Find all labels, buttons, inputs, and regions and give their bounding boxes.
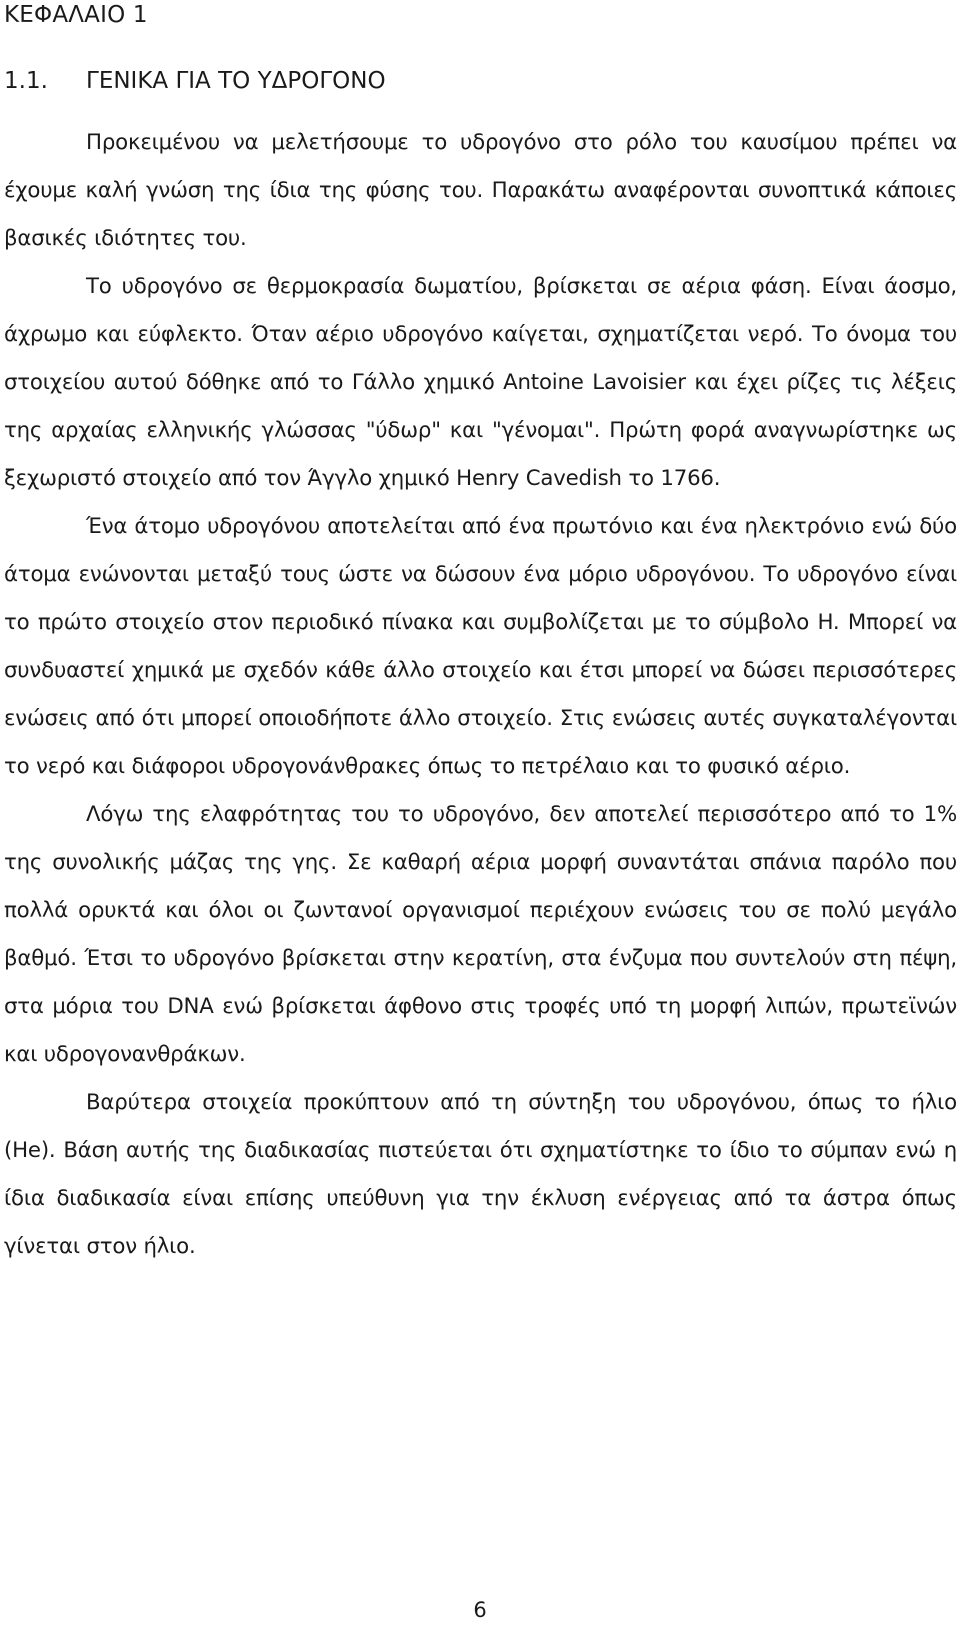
- section-number: 1.1.: [4, 68, 48, 94]
- paragraph: Το υδρογόνο σε θερμοκρασία δωματίου, βρίσκεται σε αέρια φάση. Είναι άοσμο, άχρωμο και εύφλεκτο. Όταν αέριο υδρογόνο καίγεται, σχηματίζεται νερό. Το όνομα του στοιχείου αυτού δόθηκε από το Γάλλο χημικό Antoine Lavoisier και έχει ρίζες τις λέξεις της αρχαίας ελληνικής γλώσσας "ύδωρ" και "γένομαι". Πρώτη φορά αναγνωρίστηκε ως ξεχωριστό στοιχείο από τον Άγγλο χημικό Henry Cavedish το 1766.: [4, 274, 957, 491]
- body-text: [4, 119, 957, 1271]
- paragraph: Ένα άτομο υδρογόνου αποτελείται από ένα πρωτόνιο και ένα ηλεκτρόνιο ενώ δύο άτομα ενώνονται μεταξύ τους ώστε να δώσουν ένα μόριο υδρογόνου. Το υδρογόνο είναι το πρώτο στοιχείο στον περιοδικό πίνακα και συμβολίζεται με το σύμβολο H. Μπορεί να συνδυαστεί χημικά με σχεδόν κάθε άλλο στοιχείο και έτσι μπορεί να δώσει περισσότερες ενώσεις από ότι μπορεί οποιοδήποτε άλλο στοιχείο. Στις ενώσεις αυτές συγκαταλέγονται το νερό και διάφοροι υδρογονάνθρακες όπως το πετρέλαιο και το φυσικό αέριο.: [4, 514, 957, 779]
- chapter-heading: ΚΕΦΑΛΑΙΟ 1: [4, 2, 148, 28]
- section-heading: [4, 66, 386, 96]
- section-title: ΓΕΝΙΚΑ ΓΙΑ ΤΟ ΥΔΡΟΓΟΝΟ: [86, 68, 386, 94]
- paragraph: Προκειμένου να μελετήσουμε το υδρογόνο στο ρόλο του καυσίμου πρέπει να έχουμε καλή γνώση της ίδια της φύσης του. Παρακάτω αναφέρονται συνοπτικά κάποιες βασικές ιδιότητες του.: [4, 130, 957, 251]
- page-number: 6: [473, 1598, 487, 1622]
- paragraph: Βαρύτερα στοιχεία προκύπτουν από τη σύντηξη του υδρογόνου, όπως το ήλιο (He). Βάση αυτής της διαδικασίας πιστεύεται ότι σχηματίστηκε το ίδιο το σύμπαν ενώ η ίδια διαδικασία είναι επίσης υπεύθυνη για την έκλυση ενέργειας από τα άστρα όπως γίνεται στον ήλιο.: [4, 1090, 957, 1259]
- paragraph: Λόγω της ελαφρότητας του το υδρογόνο, δεν αποτελεί περισσότερο από το 1% της συνολικής μάζας της γης. Σε καθαρή αέρια μορφή συναντάται σπάνια παρόλο που πολλά ορυκτά και όλοι οι ζωντανοί οργανισμοί περιέχουν ενώσεις του σε πολύ μεγάλο βαθμό. Έτσι το υδρογόνο βρίσκεται στην κερατίνη, στα ένζυμα που συντελούν στη πέψη, στα μόρια του DNA ενώ βρίσκεται άφθονο στις τροφές υπό τη μορφή λιπών, πρωτεϊνών και υδρογονανθράκων.: [4, 802, 957, 1067]
